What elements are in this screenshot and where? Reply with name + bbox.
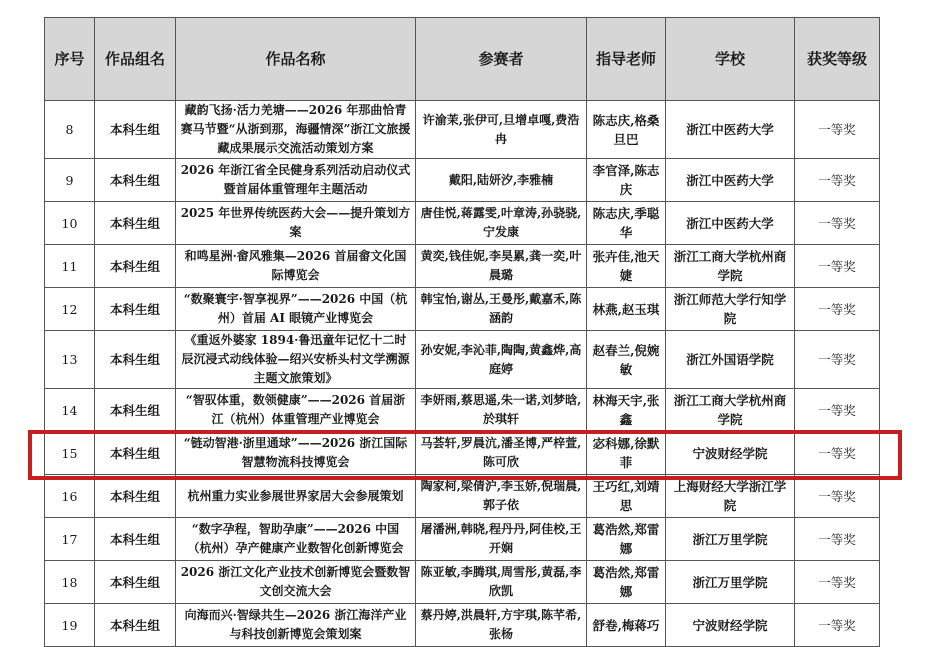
school-cell: 浙江外国语学院 bbox=[666, 331, 795, 389]
seq-cell: 16 bbox=[45, 475, 95, 518]
seq-cell: 15 bbox=[45, 432, 95, 475]
group-cell: 本科生组 bbox=[95, 475, 176, 518]
participants-cell: 许渝茉,张伊可,旦增卓嘎,费浩冉 bbox=[416, 101, 587, 159]
group-cell: 本科生组 bbox=[95, 159, 176, 202]
participants-cell: 李妍雨,蔡思遥,朱一诺,刘梦晗,於琪轩 bbox=[416, 389, 587, 432]
table-row bbox=[45, 518, 880, 561]
table-row bbox=[45, 561, 880, 604]
award-table-sheet bbox=[44, 17, 879, 647]
teacher-cell: 葛浩然,郑雷娜 bbox=[587, 561, 666, 604]
seq-cell: 14 bbox=[45, 389, 95, 432]
award-cell: 一等奖 bbox=[795, 245, 880, 288]
table-row bbox=[45, 604, 880, 647]
participants-cell: 韩宝怡,谢丛,王曼彤,戴嘉禾,陈涵韵 bbox=[416, 288, 587, 331]
award-cell: 一等奖 bbox=[795, 389, 880, 432]
title-cell: 2026 浙江文化产业技术创新博览会暨数智文创交流大会 bbox=[176, 561, 416, 604]
award-cell: 一等奖 bbox=[795, 288, 880, 331]
table-row bbox=[45, 245, 880, 288]
title-cell: “数聚寰宇·智享视界”——2026 中国（杭州）首届 AI 眼镜产业博览会 bbox=[176, 288, 416, 331]
seq-cell: 10 bbox=[45, 202, 95, 245]
header-award: 获奖等级 bbox=[795, 18, 880, 101]
participants-cell: 陶家柯,梁倩沪,李玉娇,倪瑞晨,郭子依 bbox=[416, 475, 587, 518]
participants-cell: 屠潘洲,韩晓,程丹丹,阿佳校,王开娴 bbox=[416, 518, 587, 561]
teacher-cell: 舒卷,梅蒋巧 bbox=[587, 604, 666, 647]
table-row bbox=[45, 331, 880, 389]
teacher-cell: 张卉佳,池天婕 bbox=[587, 245, 666, 288]
award-cell: 一等奖 bbox=[795, 475, 880, 518]
group-cell: 本科生组 bbox=[95, 245, 176, 288]
title-cell: 杭州重力实业参展世界家居大会参展策划 bbox=[176, 475, 416, 518]
group-cell: 本科生组 bbox=[95, 604, 176, 647]
seq-cell: 12 bbox=[45, 288, 95, 331]
teacher-cell: 葛浩然,郑雷娜 bbox=[587, 518, 666, 561]
table-row bbox=[45, 101, 880, 159]
header-teacher: 指导老师 bbox=[587, 18, 666, 101]
participants-cell: 黄奕,钱佳妮,李昊累,龚一奕,叶晨璐 bbox=[416, 245, 587, 288]
table-row bbox=[45, 389, 880, 432]
participants-cell: 蔡丹婷,洪晨轩,方宇琪,陈芊希,张杨 bbox=[416, 604, 587, 647]
group-cell: 本科生组 bbox=[95, 288, 176, 331]
participants-cell: 马荟轩,罗晨沆,潘圣博,严梓萱,陈可欣 bbox=[416, 432, 587, 475]
header-group: 作品组名 bbox=[95, 18, 176, 101]
teacher-cell: 王巧红,刘靖思 bbox=[587, 475, 666, 518]
school-cell: 浙江中医药大学 bbox=[666, 101, 795, 159]
award-table bbox=[44, 17, 880, 647]
title-cell: 藏韵飞扬·活力羌塘——2026 年那曲恰青赛马节暨“从浙到那，海疆情深”浙江文旅援藏成果展示交流活动策划方案 bbox=[176, 101, 416, 159]
title-cell: 《重返外婆家 1894·鲁迅童年记忆十二时辰沉浸式动线体验—绍兴安桥头村文学溯源主题文旅策划》 bbox=[176, 331, 416, 389]
school-cell: 浙江中医药大学 bbox=[666, 159, 795, 202]
group-cell: 本科生组 bbox=[95, 331, 176, 389]
seq-cell: 19 bbox=[45, 604, 95, 647]
table-row bbox=[45, 475, 880, 518]
teacher-cell: 赵春兰,倪婉敏 bbox=[587, 331, 666, 389]
award-cell: 一等奖 bbox=[795, 101, 880, 159]
group-cell: 本科生组 bbox=[95, 202, 176, 245]
school-cell: 浙江万里学院 bbox=[666, 561, 795, 604]
teacher-cell: 林海天宇,张鑫 bbox=[587, 389, 666, 432]
school-cell: 宁波财经学院 bbox=[666, 604, 795, 647]
award-cell: 一等奖 bbox=[795, 432, 880, 475]
header-participants: 参赛者 bbox=[416, 18, 587, 101]
teacher-cell: 陈志庆,格桑旦巴 bbox=[587, 101, 666, 159]
header-title: 作品名称 bbox=[176, 18, 416, 101]
title-cell: 向海而兴·智绿共生—2026 浙江海洋产业与科技创新博览会策划案 bbox=[176, 604, 416, 647]
award-cell: 一等奖 bbox=[795, 159, 880, 202]
title-cell: 2025 年世界传统医药大会——提升策划方案 bbox=[176, 202, 416, 245]
table-row bbox=[45, 288, 880, 331]
teacher-cell: 宓科娜,徐默菲 bbox=[587, 432, 666, 475]
award-cell: 一等奖 bbox=[795, 518, 880, 561]
teacher-cell: 陈志庆,季聪华 bbox=[587, 202, 666, 245]
seq-cell: 17 bbox=[45, 518, 95, 561]
group-cell: 本科生组 bbox=[95, 432, 176, 475]
title-cell: “数字孕程，智助孕康”——2026 中国（杭州）孕产健康产业数智化创新博览会 bbox=[176, 518, 416, 561]
group-cell: 本科生组 bbox=[95, 518, 176, 561]
school-cell: 浙江中医药大学 bbox=[666, 202, 795, 245]
title-cell: “链动智港·浙里通球”——2026 浙江国际智慧物流科技博览会 bbox=[176, 432, 416, 475]
header-seq: 序号 bbox=[45, 18, 95, 101]
title-cell: 2026 年浙江省全民健身系列活动启动仪式暨首届体重管理年主题活动 bbox=[176, 159, 416, 202]
teacher-cell: 李官泽,陈志庆 bbox=[587, 159, 666, 202]
seq-cell: 8 bbox=[45, 101, 95, 159]
title-cell: “智驭体重，数领健康”——2026 首届浙江（杭州）体重管理产业博览会 bbox=[176, 389, 416, 432]
award-cell: 一等奖 bbox=[795, 604, 880, 647]
award-cell: 一等奖 bbox=[795, 202, 880, 245]
seq-cell: 9 bbox=[45, 159, 95, 202]
table-row bbox=[45, 202, 880, 245]
school-cell: 上海财经大学浙江学院 bbox=[666, 475, 795, 518]
group-cell: 本科生组 bbox=[95, 389, 176, 432]
teacher-cell: 林燕,赵玉琪 bbox=[587, 288, 666, 331]
award-cell: 一等奖 bbox=[795, 331, 880, 389]
school-cell: 浙江万里学院 bbox=[666, 518, 795, 561]
participants-cell: 孙安妮,李沁菲,陶陶,黄鑫烨,高庭婷 bbox=[416, 331, 587, 389]
table-header-row bbox=[45, 18, 880, 101]
table-row bbox=[45, 159, 880, 202]
participants-cell: 唐佳悦,蒋露雯,叶章涛,孙骁骁,宁发康 bbox=[416, 202, 587, 245]
group-cell: 本科生组 bbox=[95, 101, 176, 159]
school-cell: 宁波财经学院 bbox=[666, 432, 795, 475]
header-school: 学校 bbox=[666, 18, 795, 101]
participants-cell: 戴阳,陆妍汐,李雅楠 bbox=[416, 159, 587, 202]
table-row bbox=[45, 432, 880, 475]
title-cell: 和鸣星洲·畲风雅集—2026 首届畲文化国际博览会 bbox=[176, 245, 416, 288]
school-cell: 浙江师范大学行知学院 bbox=[666, 288, 795, 331]
school-cell: 浙江工商大学杭州商学院 bbox=[666, 245, 795, 288]
school-cell: 浙江工商大学杭州商学院 bbox=[666, 389, 795, 432]
group-cell: 本科生组 bbox=[95, 561, 176, 604]
seq-cell: 11 bbox=[45, 245, 95, 288]
seq-cell: 13 bbox=[45, 331, 95, 389]
seq-cell: 18 bbox=[45, 561, 95, 604]
award-cell: 一等奖 bbox=[795, 561, 880, 604]
participants-cell: 陈亚敏,李腾琪,周雪彤,黄磊,李欣凯 bbox=[416, 561, 587, 604]
